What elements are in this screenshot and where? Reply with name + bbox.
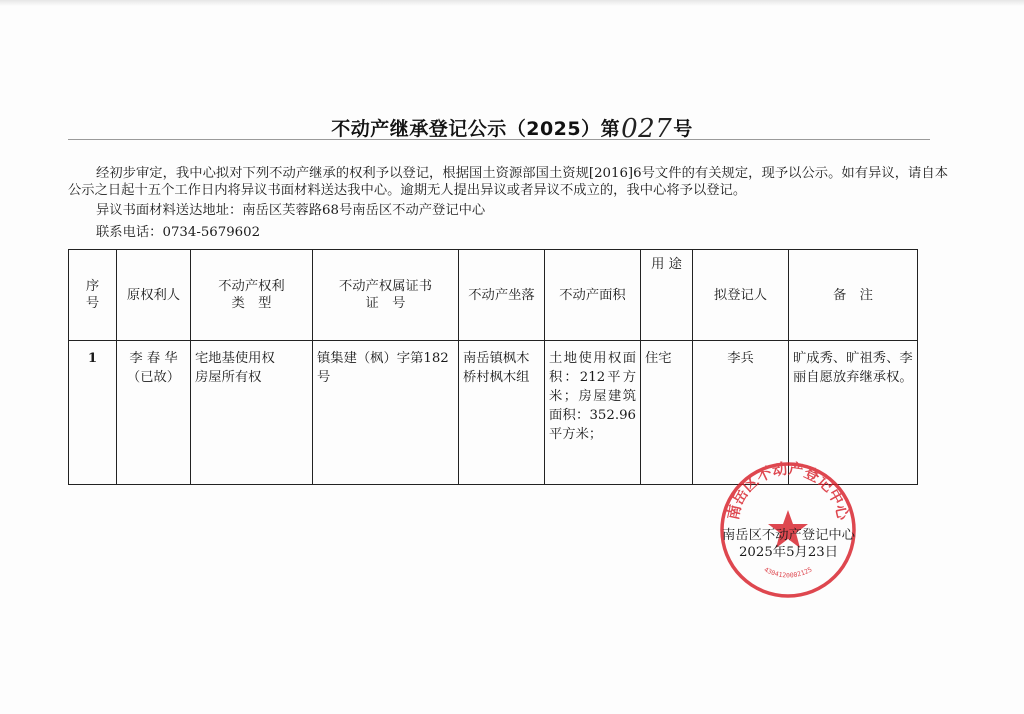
header-location: 不动产坐落 [459,250,545,341]
header-seq: 序 号 [69,250,117,341]
cell-location: 南岳镇枫木桥村枫木组 [459,341,545,485]
header-cert-no: 不动产权属证书 证 号 [313,250,459,341]
header-applicant: 拟登记人 [693,250,789,341]
cell-cert-no: 镇集建（枫）字第182号 [313,341,459,485]
title-number: 027 [621,114,673,144]
header-usage: 用 途 [641,250,693,341]
header-original-owner: 原权利人 [117,250,191,341]
cell-remarks: 旷成秀、旷祖秀、李丽自愿放弃继承权。 [789,341,918,485]
scan-edge [0,0,1024,6]
cell-applicant: 李兵 [693,341,789,485]
title-rule [68,139,930,140]
cell-usage: 住宅 [641,341,693,485]
title-suffix: 号 [673,118,693,140]
header-remarks: 备 注 [789,250,918,341]
signoff-block [717,527,860,561]
phone-line: 联系电话：0734-5679602 [96,225,261,240]
seal-text: 南岳区不动产登记中心 [723,460,853,522]
header-right-type: 不动产权利 类 型 [191,250,313,341]
registration-table [68,249,918,485]
signoff-date: 2025年5月23日 [738,545,839,560]
notice-paragraph: 经初步审定，我中心拟对下列不动产继承的权利予以登记，根据国土资源部国土资规[2016]6号文件的有关规定，现予以公示。如有异议，请自本公示之日起十五个工作日内将异议书面材料送达我中心。逾期无人提出异议或者异议不成立的，我中心将予以登记。 [68,166,948,198]
notice-title [0,112,1024,142]
table-header-row [69,250,918,341]
cell-area: 土地使用权面积：212平方米；房屋建筑面积：352.96平方米； [545,341,641,485]
cell-right-type: 宅地基使用权 房屋所有权 [191,341,313,485]
cell-original-owner: 李 春 华 （已故） [117,341,191,485]
title-prefix: 不动产继承登记公示（2025）第 [331,118,621,140]
signoff-org: 南岳区不动产登记中心 [722,528,855,543]
header-area: 不动产面积 [545,250,641,341]
seal-code: 4304120002125 [762,565,814,580]
address-line: 异议书面材料送达地址：南岳区芙蓉路68号南岳区不动产登记中心 [96,203,486,218]
cell-seq: 1 [69,341,117,485]
svg-text:4304120002125 [763,566,814,580]
